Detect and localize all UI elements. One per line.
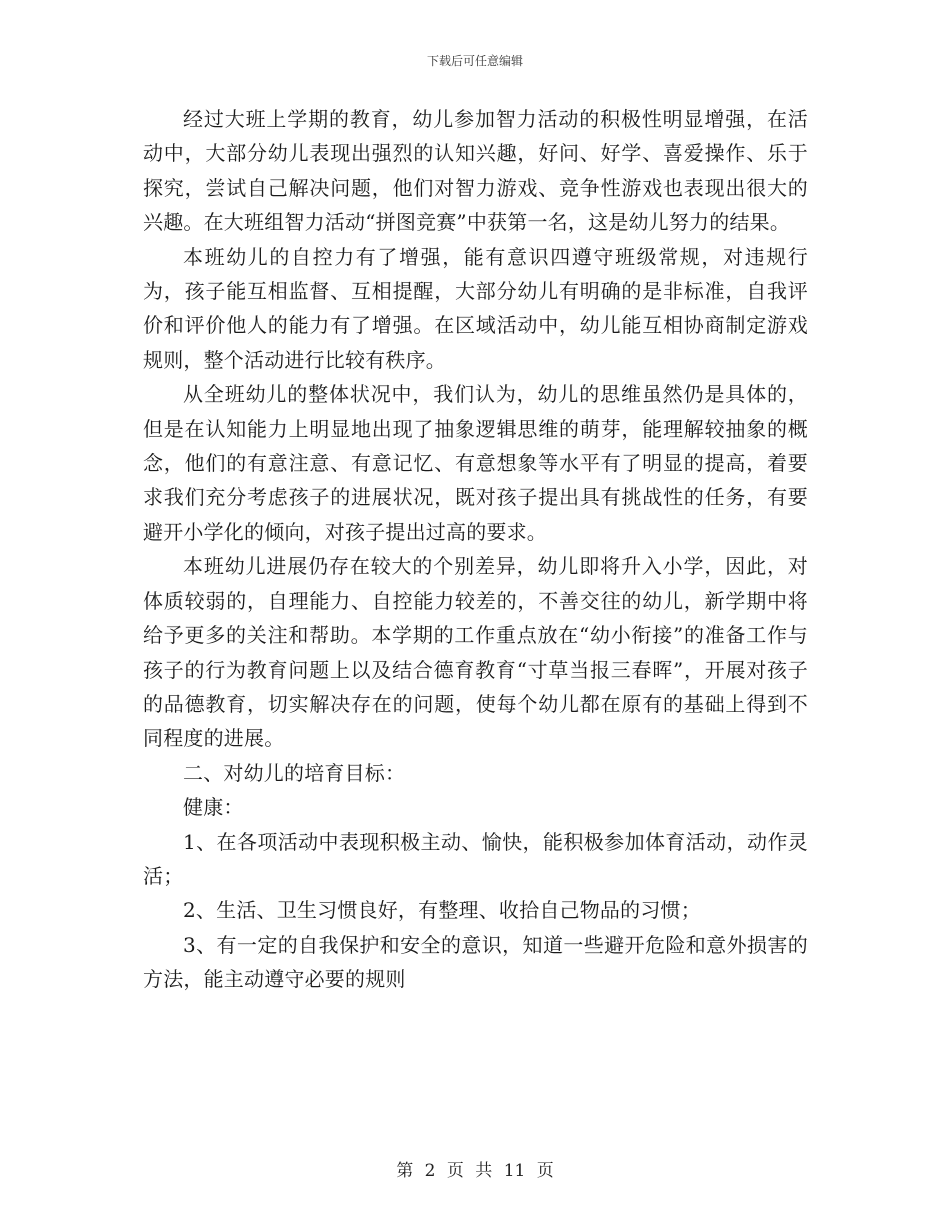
paragraph-4: 本班幼儿进展仍存在较大的个别差异，幼儿即将升入小学，因此，对体质较弱的，自理能力、自控能力较差的，不善交往的幼儿，新学期中将给予更多的关注和帮助。本学期的工作重点放在“幼小衔接”的准备工作与孩子的行为教育问题上以及结合德育教育“寸草当报三春晖”，开展对孩子的品德教育，切实解决存在的问题，使每个幼儿都在原有的基础上得到不同程度的进展。 xyxy=(143,554,808,751)
section-heading: 二、对幼儿的培育目标： xyxy=(183,760,406,785)
document-body xyxy=(143,102,808,997)
page-footer: 第 2 页 共 11 页 xyxy=(396,1161,554,1181)
paragraph-3: 从全班幼儿的整体状况中，我们认为，幼儿的思维虽然仍是具体的，但是在认知能力上明显地出现了抽象逻辑思维的萌芽，能理解较抽象的概念，他们的有意注意、有意记忆、有意想象等水平有了明显的提高，着要求我们充分考虑孩子的进展状况，既对孩子提出具有挑战性的任务，有要避开小学化的倾向，对孩子提出过高的要求。 xyxy=(143,382,808,544)
page-header: 下载后可任意编辑 xyxy=(426,54,523,68)
paragraph-2: 本班幼儿的自控力有了增强，能有意识四遵守班级常规，对违规行为，孩子能互相监督、互相提醒，大部分幼儿有明确的是非标准，自我评价和评价他人的能力有了增强。在区域活动中，幼儿能互相协商制定游戏规则，整个活动进行比较有秩序。 xyxy=(143,244,808,372)
list-item-1: 1、在各项活动中表现积极主动、愉快，能积极参加体育活动，动作灵活； xyxy=(143,829,808,888)
subsection-heading-health: 健康： xyxy=(183,795,244,820)
paragraph-1: 经过大班上学期的教育，幼儿参加智力活动的积极性明显增强，在活动中，大部分幼儿表现出强烈的认知兴趣，好问、好学、喜爱操作、乐于探究，尝试自己解决问题，他们对智力游戏、竞争性游戏也表现出很大的兴趣。在大班组智力活动“拼图竞赛”中获第一名，这是幼儿努力的结果。 xyxy=(143,107,808,235)
list-item-2: 2、生活、卫生习惯良好，有整理、收拾自己物品的习惯； xyxy=(183,898,701,923)
list-item-3: 3、有一定的自我保护和安全的意识，知道一些避开危险和意外损害的方法，能主动遵守必要的规则 xyxy=(143,932,808,992)
